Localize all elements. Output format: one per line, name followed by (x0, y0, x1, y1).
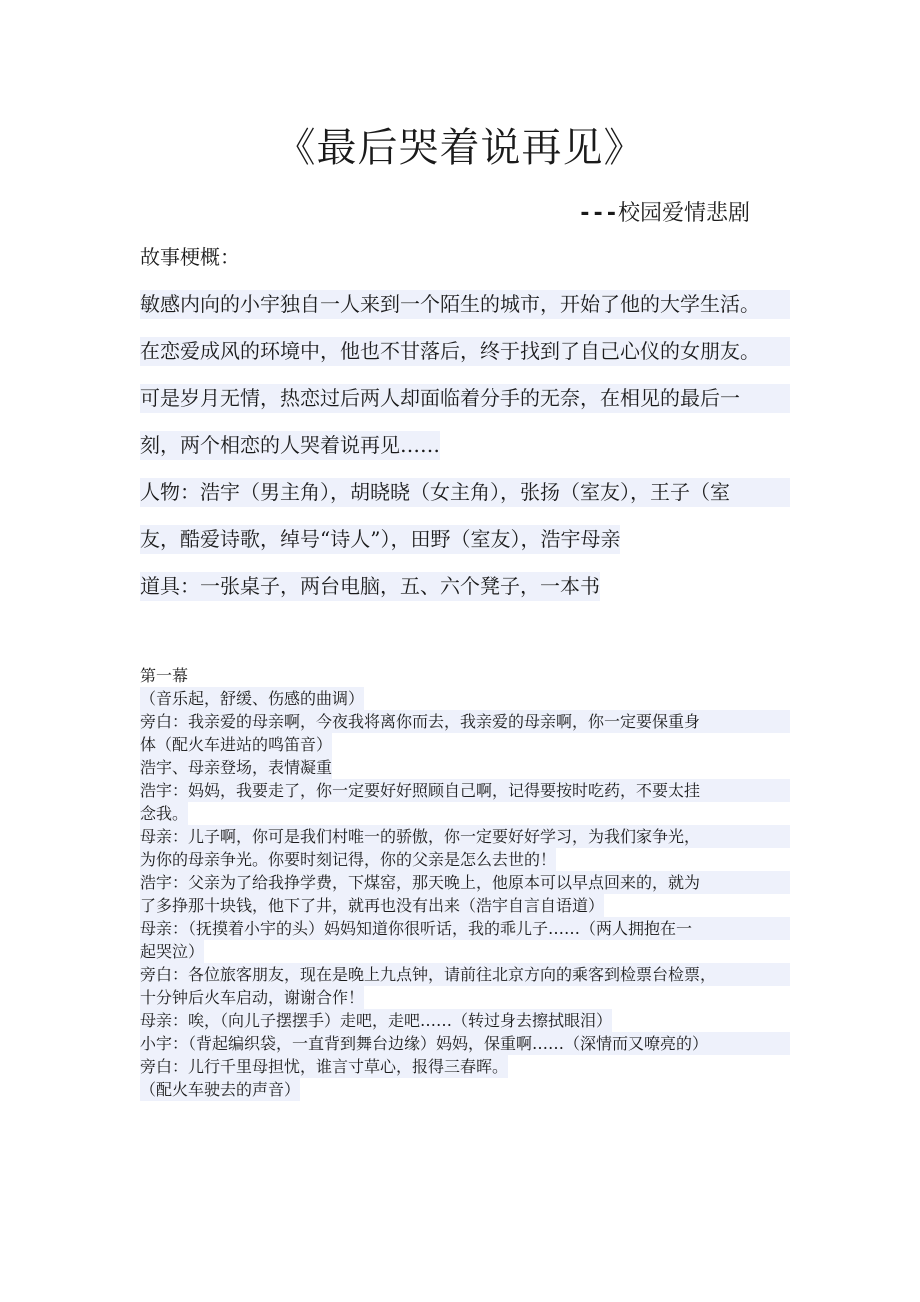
act-heading: 第一幕 (140, 666, 189, 685)
subtitle-text: 校园爱情悲剧 (617, 201, 750, 226)
script-line: 母亲：（抚摸着小宇的头）妈妈知道你很听话，我的乖儿子……（两人拥抱在一 (140, 917, 790, 940)
script-line: 了多挣那十块钱，他下了井，就再也没有出来（浩宇自言自语道） (140, 896, 605, 915)
summary-line: 可是岁月无情，热恋过后两人却面临着分手的无奈，在相见的最后一 (140, 384, 790, 413)
summary-line: 在恋爱成风的环境中，他也不甘落后，终于找到了自己心仪的女朋友。 (140, 337, 790, 366)
subtitle-dashes: --- (578, 201, 618, 226)
script-line: 念我。 (140, 804, 189, 823)
script-line: 体（配火车进站的鸣笛音） (140, 735, 333, 754)
script-line: 为你的母亲争光。你要时刻记得，你的父亲是怎么去世的！ (140, 850, 557, 869)
script-line: 旁白：各位旅客朋友，现在是晚上九点钟，请前往北京方向的乘客到检票台检票， (140, 963, 790, 986)
summary-line: 刻，两个相恋的人哭着说再见…… (140, 431, 440, 460)
characters-line: 人物：浩宇（男主角），胡晓晓（女主角），张扬（室友），王子（室 (140, 478, 790, 507)
script-line: 母亲：儿子啊，你可是我们村唯一的骄傲，你一定要好好学习，为我们家争光， (140, 825, 790, 848)
script-line: 旁白：我亲爱的母亲啊，今夜我将离你而去，我亲爱的母亲啊，你一定要保重身 (140, 710, 790, 733)
script-act-one (140, 664, 790, 1101)
script-line: 母亲：唉，（向儿子摆摆手）走吧，走吧……（转过身去擦拭眼泪） (140, 1011, 613, 1030)
summary-heading: 故事梗概： (140, 245, 240, 269)
props-line: 道具：一张桌子，两台电脑，五、六个凳子，一本书 (140, 572, 600, 601)
document-title: 《最后哭着说再见》 (275, 125, 645, 171)
characters-line: 友，酷爱诗歌，绰号“诗人”），田野（室友），浩宇母亲 (140, 525, 620, 554)
script-line: 浩宇、母亲登场，表情凝重 (140, 758, 333, 777)
document-subtitle (578, 198, 750, 230)
script-line: 起哭泣） (140, 942, 205, 961)
script-line: 浩宇：父亲为了给我挣学费，下煤窑，那天晚上，他原本可以早点回来的，就为 (140, 871, 790, 894)
story-summary (140, 240, 790, 619)
script-line: （配火车驶去的声音） (140, 1080, 301, 1099)
script-line: 十分钟后火车启动，谢谢合作！ (140, 988, 365, 1007)
script-line: 旁白：儿行千里母担忧，谁言寸草心，报得三春晖。 (140, 1057, 509, 1076)
script-line: 小宇：（背起编织袋，一直背到舞台边缘）妈妈，保重啊……（深情而又嘹亮的） (140, 1032, 790, 1055)
script-line: 浩宇：妈妈，我要走了，你一定要好好照顾自己啊，记得要按时吃药，不要太挂 (140, 779, 790, 802)
script-line: （音乐起，舒缓、伤感的曲调） (140, 689, 365, 708)
summary-line: 敏感内向的小宇独自一人来到一个陌生的城市，开始了他的大学生活。 (140, 290, 790, 319)
